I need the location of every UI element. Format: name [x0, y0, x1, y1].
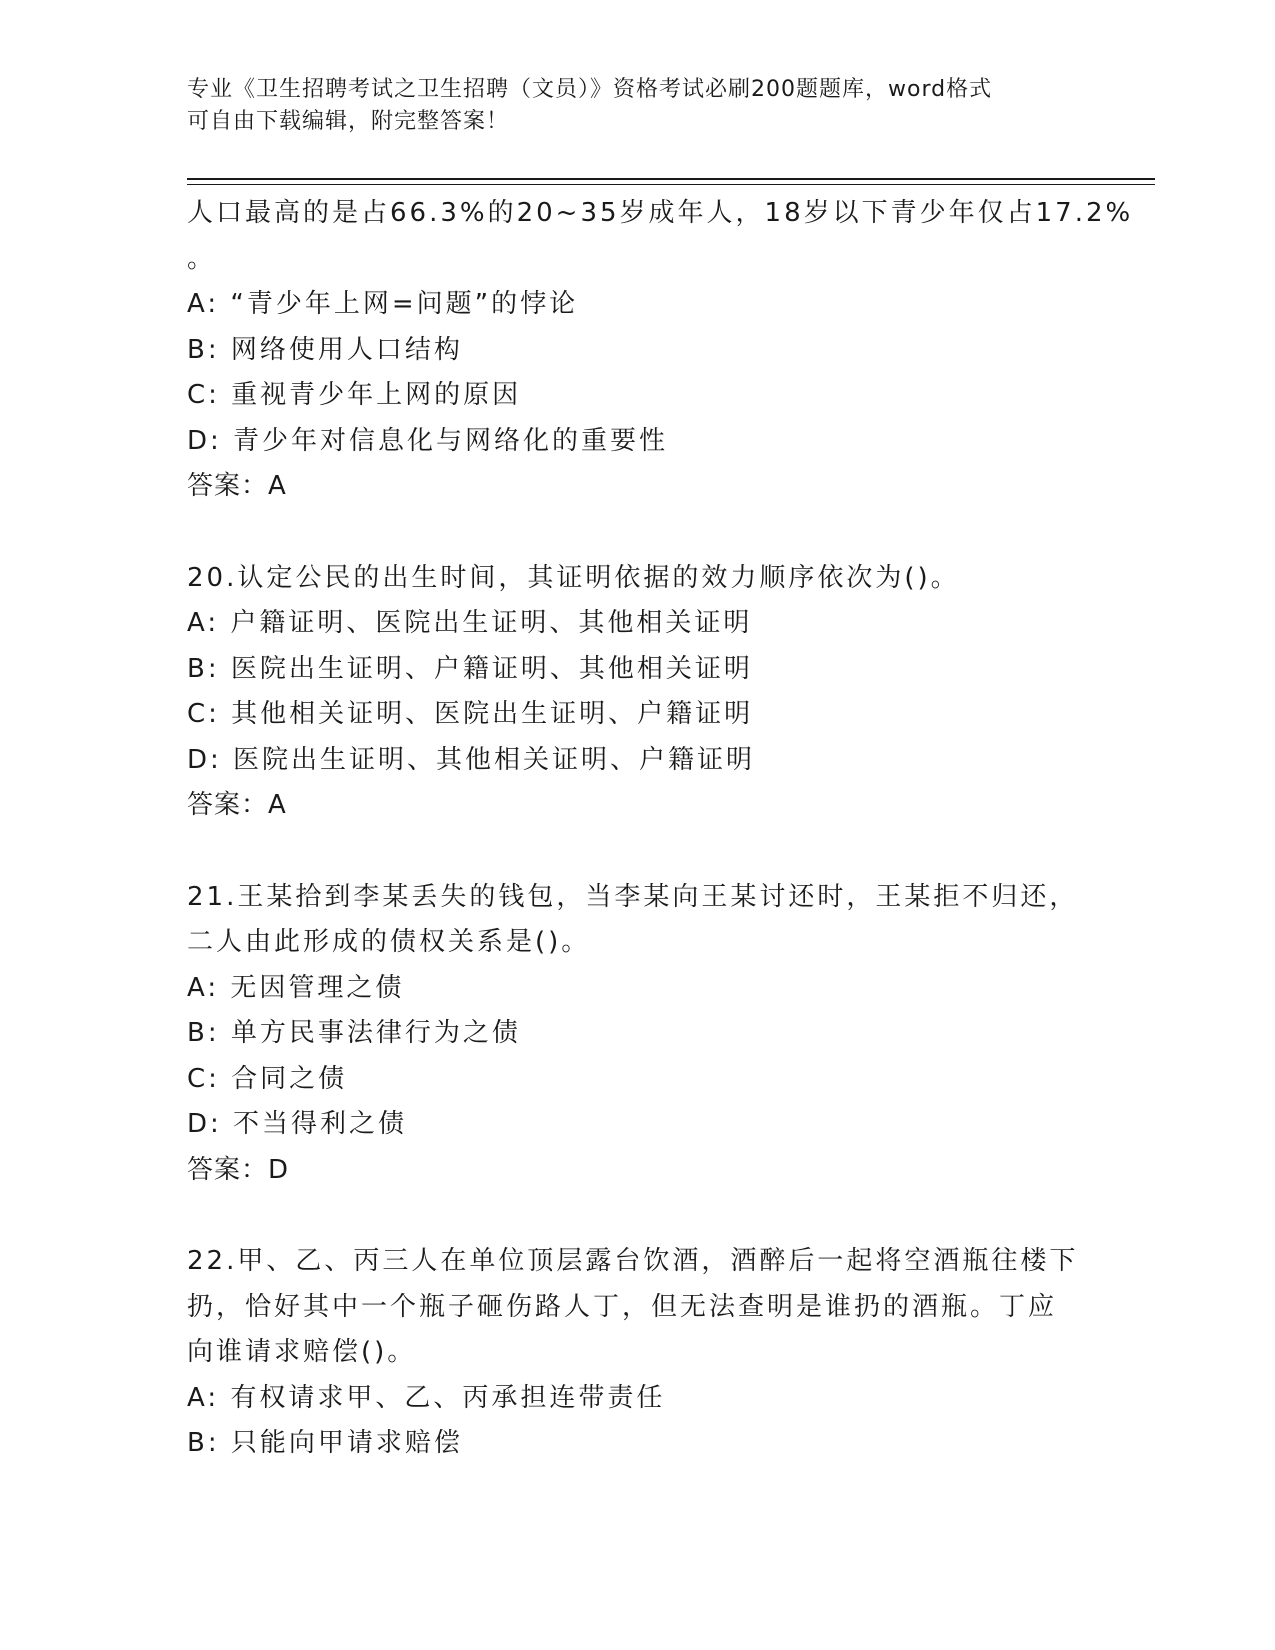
option-d: D: 医院出生证明、其他相关证明、户籍证明 — [187, 744, 756, 775]
question-19 — [187, 191, 1134, 510]
question-list — [187, 191, 1134, 1467]
option-b: B: 只能向甲请求赔偿 — [187, 1428, 463, 1458]
option-c: C: 其他相关证明、医院出生证明、户籍证明 — [187, 699, 754, 729]
question-stem-line: 21.王某拾到李某丢失的钱包，当李某向王某讨还时，王某拒不归还， — [187, 881, 1079, 912]
option-b: B: 医院出生证明、户籍证明、其他相关证明 — [187, 653, 753, 684]
question-stem-line: 人口最高的是占66.3%的20~35岁成年人，18岁以下青少年仅占17.2% — [187, 198, 1134, 228]
answer-label: 答案：D — [187, 1154, 290, 1185]
option-a: A: “青少年上网=问题”的悖论 — [187, 289, 579, 319]
answer-label: 答案：A — [187, 471, 287, 501]
header-line: 可自由下载编辑，附完整答案！ — [187, 109, 510, 134]
option-a: A: 户籍证明、医院出生证明、其他相关证明 — [187, 608, 753, 638]
option-a: A: 有权请求甲、乙、丙承担连带责任 — [187, 1382, 666, 1413]
header-line: 专业《卫生招聘考试之卫生招聘（文员）》资格考试必刷200题题库，word格式 — [187, 77, 993, 102]
option-b: B: 网络使用人口结构 — [187, 334, 463, 365]
question-stem-line: 。 — [187, 243, 217, 274]
question-stem-line: 22.甲、乙、丙三人在单位顶层露台饮酒，酒醉后一起将空酒瓶往楼下 — [187, 1246, 1079, 1276]
question-22 — [187, 1239, 1087, 1467]
option-d: D: 青少年对信息化与网络化的重要性 — [187, 425, 669, 456]
option-d: D: 不当得利之债 — [187, 1109, 408, 1139]
header-divider-thick — [187, 178, 1155, 180]
question-20 — [187, 556, 1087, 829]
option-c: C: 重视青少年上网的原因 — [187, 380, 522, 410]
question-stem-line: 二人由此形成的债权关系是()。 — [187, 927, 591, 957]
question-stem-line: 20.认定公民的出生时间，其证明依据的效力顺序依次为()。 — [187, 562, 960, 593]
option-b: B: 单方民事法律行为之债 — [187, 1018, 521, 1048]
header-divider-thin — [187, 184, 1155, 185]
question-stem-line: 扔，恰好其中一个瓶子砸伤路人丁，但无法查明是谁扔的酒瓶。丁应 — [187, 1291, 1058, 1322]
question-21 — [187, 875, 1087, 1194]
answer-label: 答案：A — [187, 790, 287, 820]
option-a: A: 无因管理之债 — [187, 972, 405, 1003]
document-header — [187, 74, 1087, 138]
option-c: C: 合同之债 — [187, 1063, 348, 1094]
question-stem-line: 向谁请求赔偿()。 — [187, 1337, 417, 1367]
